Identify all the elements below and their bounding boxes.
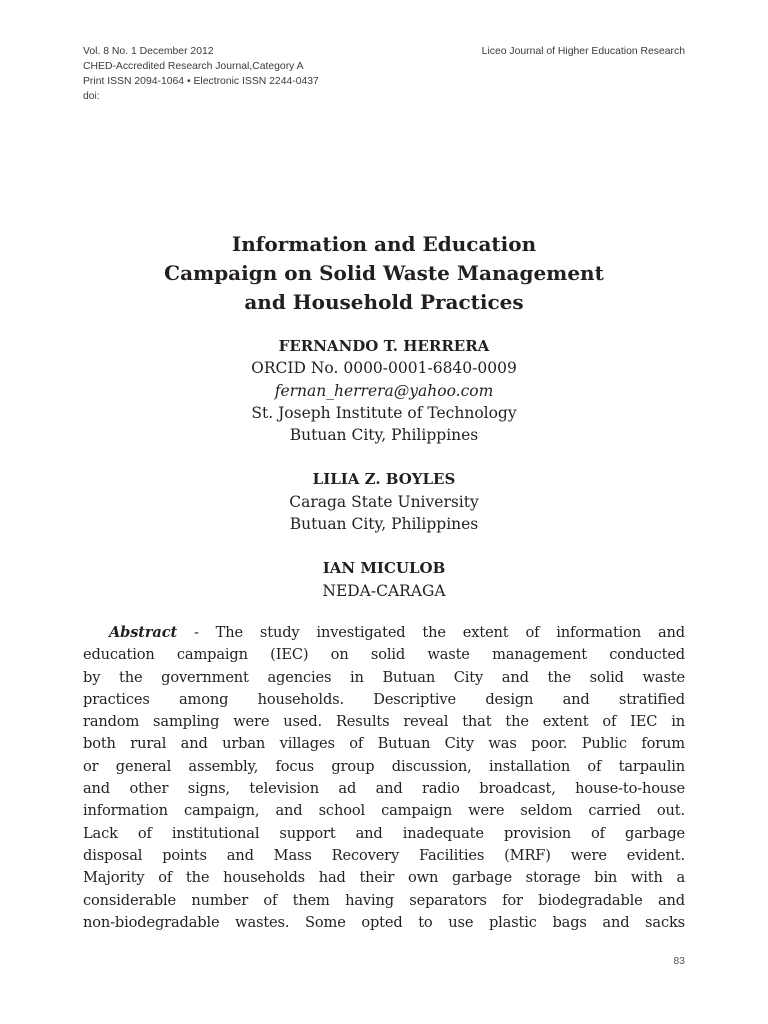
author-name: IAN MICULOB [322, 559, 446, 578]
journal-info [83, 44, 319, 104]
abstract-line: non-biodegradable wastes. Some opted to use plastic bags and sacks [83, 913, 685, 931]
abstract-line: practices among households. Descriptive design and stratified [83, 690, 685, 708]
abstract-line: both rural and urban villages of Butuan City was poor. Public forum [83, 735, 685, 753]
author-orcid: ORCID No. 0000-0001-6840-0009 [251, 359, 517, 378]
author-name: FERNANDO T. HERRERA [278, 337, 490, 355]
abstract-line: or general assembly, focus group discussion, installation of tarpaulin [83, 757, 685, 775]
abstract-line: information campaign, and school campaign were seldom carried out. [83, 802, 685, 820]
author-email[interactable]: fernan_herrera@yahoo.com [274, 381, 494, 400]
abstract-line: considerable number of them having separators for biodegradable and [83, 891, 685, 909]
author-name: LILIA Z. BOYLES [312, 470, 456, 489]
abstract-line [83, 622, 685, 644]
title-line: and Household Practices [244, 290, 524, 314]
abstract [83, 622, 685, 934]
page-number: 83 [673, 955, 685, 967]
author-spacer [83, 535, 685, 557]
issn-line: Print ISSN 2094-1064 • Electronic ISSN 2244-0437 [83, 76, 319, 87]
abstract-line: and other signs, television ad and radio broadcast, house-to-house [83, 780, 685, 798]
author-institution: NEDA-CARAGA [322, 581, 446, 600]
abstract-line: by the government agencies in Butuan City and the solid waste [83, 668, 685, 686]
doi-line: doi: [83, 91, 100, 102]
abstract-line: Majority of the households had their own garbage storage bin with a [83, 869, 685, 887]
paper-title [83, 230, 685, 317]
journal-name: Liceo Journal of Higher Education Research [481, 46, 685, 57]
author-block [83, 335, 685, 602]
author-location: Butuan City, Philippines [289, 426, 479, 445]
volume-line: Vol. 8 No. 1 December 2012 [83, 46, 214, 57]
accreditation-line: CHED-Accredited Research Journal,Category A [83, 61, 304, 72]
author-institution: St. Joseph Institute of Technology [251, 403, 517, 422]
abstract-line: Lack of institutional support and inadequate provision of garbage [83, 824, 685, 842]
abstract-text: - The study investigated the extent of information and [177, 624, 685, 641]
abstract-label: Abstract [109, 624, 178, 641]
abstract-line: education campaign (IEC) on solid waste management conducted [83, 646, 685, 664]
author-spacer [83, 446, 685, 468]
running-header [83, 44, 685, 104]
title-line: Information and Education [231, 232, 537, 256]
abstract-line: disposal points and Mass Recovery Facilities (MRF) were evident. [83, 846, 685, 864]
author-institution: Caraga State University [289, 492, 479, 511]
abstract-line: random sampling were used. Results reveal that the extent of IEC in [83, 713, 685, 731]
author-location: Butuan City, Philippines [289, 515, 479, 534]
title-line: Campaign on Solid Waste Management [164, 261, 604, 285]
